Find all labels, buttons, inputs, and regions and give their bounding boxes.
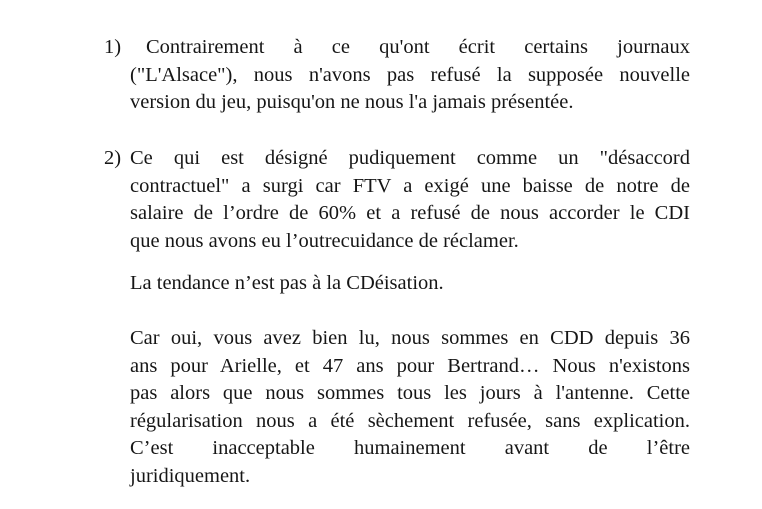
list-item-number: 1) — [104, 36, 122, 58]
text-line: ans pour Arielle, et 47 ans pour Bertrand… Nous n'existons — [130, 354, 690, 377]
paragraph-car-oui — [130, 325, 690, 491]
paragraph-tendance — [130, 270, 690, 298]
text-line: version du jeu, puisqu'on ne nous l'a jamais présentée. — [130, 91, 574, 114]
text-line: Contrairement à ce qu'ont écrit certains journaux — [146, 36, 690, 58]
list-item-text — [130, 34, 690, 117]
list-item-text — [130, 145, 690, 255]
text-line: Ce qui est désigné pudiquement comme un "désaccord — [130, 147, 690, 169]
text-line: Car oui, vous avez bien lu, nous sommes en CDD depuis 36 — [130, 327, 690, 349]
text-line: salaire de l’ordre de 60% et a refusé de nous accorder le CDI — [130, 202, 690, 225]
text-line: juridiquement. — [130, 464, 251, 487]
text-line: régularisation nous a été sèchement refusée, sans explication. — [130, 409, 690, 432]
cut-off-text-bottom — [110, 497, 690, 509]
list-item-1 — [104, 34, 690, 117]
cut-off-text-top — [110, 0, 610, 5]
list-item-number: 2) — [104, 147, 122, 169]
text-line: La tendance n’est pas à la CDéisation. — [130, 272, 444, 294]
text-line: ("L'Alsace"), nous n'avons pas refusé la supposée nouvelle — [130, 63, 690, 86]
text-line: contractuel" a surgi car FTV a exigé une baisse de notre de — [130, 174, 690, 197]
text-line: C’est inacceptable humainement avant de l’être — [130, 437, 690, 460]
text-line: que nous avons eu l’outrecuidance de réclamer. — [130, 229, 519, 252]
text-line: pas alors que nous sommes tous les jours à l'antenne. Cette — [130, 382, 690, 405]
list-item-2 — [104, 145, 690, 255]
